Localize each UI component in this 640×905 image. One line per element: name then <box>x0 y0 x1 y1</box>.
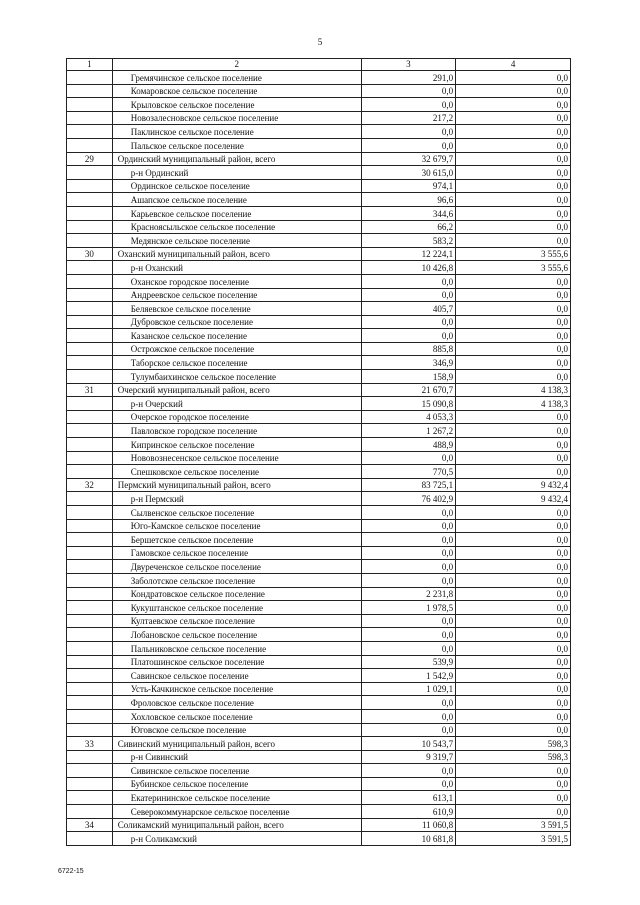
row-name-cell: Гамовское сельское поселение <box>112 546 361 560</box>
row-number-cell <box>67 206 113 220</box>
table-row <box>67 492 571 506</box>
table-row <box>67 478 571 492</box>
row-name-cell: Таборское сельское поселение <box>112 356 361 370</box>
row-name-cell: Оханское городское поселение <box>112 274 361 288</box>
row-value-col4-cell: 0,0 <box>456 519 571 533</box>
row-value-col3-cell: 0,0 <box>361 723 456 737</box>
row-number-cell <box>67 424 113 438</box>
row-name-cell: Спешковское сельское поселение <box>112 465 361 479</box>
row-value-col3-cell: 9 319,7 <box>361 750 456 764</box>
row-value-col3-cell: 0,0 <box>361 709 456 723</box>
row-value-col4-cell: 598,3 <box>456 750 571 764</box>
row-value-col4-cell: 598,3 <box>456 737 571 751</box>
row-number-cell <box>67 315 113 329</box>
row-value-col4-cell: 0,0 <box>456 506 571 520</box>
row-number-cell <box>67 397 113 411</box>
row-value-col4-cell: 3 591,5 <box>456 818 571 832</box>
row-value-col3-cell: 83 725,1 <box>361 478 456 492</box>
table-row <box>67 356 571 370</box>
row-name-cell: Хохловское сельское поселение <box>112 709 361 723</box>
table-row <box>67 438 571 452</box>
table-row <box>67 261 571 275</box>
row-value-col3-cell: 0,0 <box>361 519 456 533</box>
row-value-col3-cell: 0,0 <box>361 451 456 465</box>
row-value-col3-cell: 405,7 <box>361 302 456 316</box>
row-name-cell: Красноясыльское сельское поселение <box>112 220 361 234</box>
table-row <box>67 71 571 85</box>
row-value-col3-cell: 885,8 <box>361 342 456 356</box>
table-row <box>67 587 571 601</box>
row-number-cell <box>67 234 113 248</box>
row-value-col4-cell: 0,0 <box>456 696 571 710</box>
row-name-cell: Бершетское сельское поселение <box>112 533 361 547</box>
row-name-cell: Ординское сельское поселение <box>112 179 361 193</box>
row-value-col4-cell: 0,0 <box>456 125 571 139</box>
row-value-col4-cell: 0,0 <box>456 601 571 615</box>
table-row <box>67 84 571 98</box>
row-value-col3-cell: 0,0 <box>361 288 456 302</box>
row-value-col3-cell: 32 679,7 <box>361 152 456 166</box>
row-value-col3-cell: 217,2 <box>361 111 456 125</box>
row-name-cell: Ашапское сельское поселение <box>112 193 361 207</box>
header-col-2: 2 <box>112 59 361 71</box>
row-value-col3-cell: 30 615,0 <box>361 166 456 180</box>
table-row <box>67 682 571 696</box>
row-number-cell <box>67 220 113 234</box>
row-name-cell: Острожское сельское поселение <box>112 342 361 356</box>
row-number-cell <box>67 614 113 628</box>
row-name-cell: Пальское сельское поселение <box>112 138 361 152</box>
row-value-col4-cell: 0,0 <box>456 777 571 791</box>
table-row <box>67 193 571 207</box>
row-number-cell <box>67 533 113 547</box>
table-row <box>67 424 571 438</box>
row-name-cell: Кукуштанское сельское поселение <box>112 601 361 615</box>
row-number-cell <box>67 682 113 696</box>
row-value-col4-cell: 0,0 <box>456 533 571 547</box>
row-value-col3-cell: 291,0 <box>361 71 456 85</box>
row-number-cell <box>67 370 113 384</box>
row-name-cell: Юго-Камское сельское поселение <box>112 519 361 533</box>
row-name-cell: Кипринское сельское поселение <box>112 438 361 452</box>
row-value-col3-cell: 613,1 <box>361 791 456 805</box>
row-name-cell: Лобановское сельское поселение <box>112 628 361 642</box>
budget-table <box>66 58 571 846</box>
row-value-col4-cell: 0,0 <box>456 193 571 207</box>
row-number-cell <box>67 302 113 316</box>
table-row <box>67 696 571 710</box>
row-value-col4-cell: 0,0 <box>456 641 571 655</box>
table-row <box>67 832 571 846</box>
row-number-cell <box>67 342 113 356</box>
row-value-col4-cell: 0,0 <box>456 179 571 193</box>
row-value-col3-cell: 10 426,8 <box>361 261 456 275</box>
table-row <box>67 234 571 248</box>
row-value-col3-cell: 10 681,8 <box>361 832 456 846</box>
row-number-cell: 31 <box>67 383 113 397</box>
row-number-cell <box>67 465 113 479</box>
table-row <box>67 628 571 642</box>
row-value-col4-cell: 0,0 <box>456 546 571 560</box>
row-value-col4-cell: 3 591,5 <box>456 832 571 846</box>
table-row <box>67 206 571 220</box>
row-value-col3-cell: 346,9 <box>361 356 456 370</box>
table-row <box>67 723 571 737</box>
row-value-col4-cell: 0,0 <box>456 669 571 683</box>
row-number-cell <box>67 288 113 302</box>
row-name-cell: Соликамский муниципальный район, всего <box>112 818 361 832</box>
table-row <box>67 247 571 261</box>
row-value-col4-cell: 4 138,3 <box>456 383 571 397</box>
table-row <box>67 777 571 791</box>
row-number-cell <box>67 641 113 655</box>
row-name-cell: Екатерининское сельское поселение <box>112 791 361 805</box>
row-value-col3-cell: 1 267,2 <box>361 424 456 438</box>
row-number-cell <box>67 601 113 615</box>
row-name-cell: Карьевское сельское поселение <box>112 206 361 220</box>
row-name-cell: Пермский муниципальный район, всего <box>112 478 361 492</box>
row-number-cell <box>67 125 113 139</box>
row-value-col3-cell: 0,0 <box>361 329 456 343</box>
table-row <box>67 506 571 520</box>
row-value-col3-cell: 0,0 <box>361 84 456 98</box>
footer-code: 6722-15 <box>58 868 84 875</box>
row-value-col4-cell: 0,0 <box>456 628 571 642</box>
row-value-col3-cell: 0,0 <box>361 696 456 710</box>
table-row <box>67 397 571 411</box>
row-name-cell: Беляевское сельское поселение <box>112 302 361 316</box>
row-value-col3-cell: 0,0 <box>361 506 456 520</box>
row-number-cell <box>67 410 113 424</box>
row-number-cell <box>67 166 113 180</box>
row-number-cell <box>67 179 113 193</box>
row-name-cell: Дубровское сельское поселение <box>112 315 361 329</box>
row-name-cell: Паклинское сельское поселение <box>112 125 361 139</box>
row-value-col4-cell: 0,0 <box>456 655 571 669</box>
row-value-col3-cell: 15 090,8 <box>361 397 456 411</box>
row-name-cell: Сивинский муниципальный район, всего <box>112 737 361 751</box>
row-number-cell <box>67 138 113 152</box>
row-number-cell <box>67 777 113 791</box>
page-number: 5 <box>317 37 323 47</box>
row-name-cell: Оханский муниципальный район, всего <box>112 247 361 261</box>
row-name-cell: Кондратовское сельское поселение <box>112 587 361 601</box>
row-value-col3-cell: 0,0 <box>361 777 456 791</box>
row-number-cell <box>67 805 113 819</box>
row-number-cell <box>67 709 113 723</box>
table-row <box>67 383 571 397</box>
row-value-col3-cell: 0,0 <box>361 138 456 152</box>
row-name-cell: Фроловское сельское поселение <box>112 696 361 710</box>
row-value-col3-cell: 10 543,7 <box>361 737 456 751</box>
row-number-cell <box>67 832 113 846</box>
row-number-cell <box>67 274 113 288</box>
row-value-col3-cell: 610,9 <box>361 805 456 819</box>
row-name-cell: Гремячинское сельское поселение <box>112 71 361 85</box>
row-name-cell: Платошинское сельское поселение <box>112 655 361 669</box>
row-value-col3-cell: 66,2 <box>361 220 456 234</box>
table-row <box>67 138 571 152</box>
row-value-col4-cell: 0,0 <box>456 342 571 356</box>
row-value-col3-cell: 0,0 <box>361 764 456 778</box>
row-number-cell <box>67 492 113 506</box>
row-value-col4-cell: 0,0 <box>456 805 571 819</box>
row-value-col4-cell: 0,0 <box>456 84 571 98</box>
table-row <box>67 179 571 193</box>
row-name-cell: р-н Очерский <box>112 397 361 411</box>
row-value-col3-cell: 1 029,1 <box>361 682 456 696</box>
table-row <box>67 451 571 465</box>
row-number-cell: 29 <box>67 152 113 166</box>
table-row <box>67 818 571 832</box>
row-value-col4-cell: 0,0 <box>456 234 571 248</box>
row-name-cell: Сылвенское сельское поселение <box>112 506 361 520</box>
row-name-cell: р-н Пермский <box>112 492 361 506</box>
row-value-col4-cell: 0,0 <box>456 288 571 302</box>
row-value-col3-cell: 21 670,7 <box>361 383 456 397</box>
row-value-col4-cell: 0,0 <box>456 206 571 220</box>
row-value-col4-cell: 4 138,3 <box>456 397 571 411</box>
row-value-col4-cell: 0,0 <box>456 356 571 370</box>
row-value-col3-cell: 0,0 <box>361 641 456 655</box>
row-name-cell: Казанское сельское поселение <box>112 329 361 343</box>
row-value-col3-cell: 539,9 <box>361 655 456 669</box>
row-number-cell <box>67 669 113 683</box>
row-number-cell <box>67 560 113 574</box>
row-number-cell <box>67 193 113 207</box>
row-value-col4-cell: 0,0 <box>456 410 571 424</box>
row-name-cell: Ординский муниципальный район, всего <box>112 152 361 166</box>
row-value-col4-cell: 0,0 <box>456 764 571 778</box>
row-number-cell <box>67 750 113 764</box>
table-row <box>67 614 571 628</box>
row-value-col4-cell: 0,0 <box>456 329 571 343</box>
table-row <box>67 764 571 778</box>
row-number-cell <box>67 451 113 465</box>
row-number-cell <box>67 791 113 805</box>
row-value-col3-cell: 0,0 <box>361 560 456 574</box>
row-name-cell: Павловское городское поселение <box>112 424 361 438</box>
table-row <box>67 750 571 764</box>
header-col-1: 1 <box>67 59 113 71</box>
row-value-col4-cell: 0,0 <box>456 791 571 805</box>
row-value-col3-cell: 0,0 <box>361 546 456 560</box>
table-row <box>67 709 571 723</box>
table-row <box>67 655 571 669</box>
row-number-cell <box>67 98 113 112</box>
row-value-col4-cell: 0,0 <box>456 465 571 479</box>
table-row <box>67 329 571 343</box>
row-value-col4-cell: 0,0 <box>456 315 571 329</box>
table-row <box>67 465 571 479</box>
row-value-col4-cell: 0,0 <box>456 220 571 234</box>
table-row <box>67 98 571 112</box>
table-row <box>67 302 571 316</box>
row-number-cell <box>67 655 113 669</box>
row-name-cell: Комаровское сельское поселение <box>112 84 361 98</box>
table-row <box>67 601 571 615</box>
row-name-cell: Северокоммунарское сельское поселение <box>112 805 361 819</box>
row-number-cell <box>67 764 113 778</box>
row-value-col4-cell: 0,0 <box>456 138 571 152</box>
row-name-cell: Сивинское сельское поселение <box>112 764 361 778</box>
row-name-cell: Нововознесенское сельское поселение <box>112 451 361 465</box>
row-number-cell <box>67 723 113 737</box>
row-value-col4-cell: 0,0 <box>456 302 571 316</box>
table-row <box>67 669 571 683</box>
table-row <box>67 641 571 655</box>
row-number-cell <box>67 84 113 98</box>
row-value-col3-cell: 12 224,1 <box>361 247 456 261</box>
row-number-cell <box>67 356 113 370</box>
row-value-col3-cell: 0,0 <box>361 98 456 112</box>
table-row <box>67 125 571 139</box>
row-name-cell: Двуреченское сельское поселение <box>112 560 361 574</box>
table-row <box>67 533 571 547</box>
row-number-cell: 33 <box>67 737 113 751</box>
table-row <box>67 546 571 560</box>
table-row <box>67 737 571 751</box>
row-value-col4-cell: 0,0 <box>456 98 571 112</box>
table-row <box>67 342 571 356</box>
row-value-col4-cell: 0,0 <box>456 438 571 452</box>
row-value-col4-cell: 0,0 <box>456 723 571 737</box>
row-value-col3-cell: 0,0 <box>361 533 456 547</box>
row-number-cell <box>67 506 113 520</box>
row-value-col4-cell: 3 555,6 <box>456 261 571 275</box>
table-row <box>67 152 571 166</box>
row-name-cell: Медянское сельское поселение <box>112 234 361 248</box>
row-value-col3-cell: 0,0 <box>361 573 456 587</box>
row-value-col3-cell: 96,6 <box>361 193 456 207</box>
table-row <box>67 410 571 424</box>
row-name-cell: Новозалесновское сельское поселение <box>112 111 361 125</box>
row-number-cell <box>67 519 113 533</box>
row-name-cell: р-н Сивинский <box>112 750 361 764</box>
row-number-cell <box>67 628 113 642</box>
row-value-col3-cell: 770,5 <box>361 465 456 479</box>
row-value-col4-cell: 9 432,4 <box>456 478 571 492</box>
header-col-4: 4 <box>456 59 571 71</box>
table-header-row <box>67 59 571 71</box>
row-name-cell: Савинское сельское поселение <box>112 669 361 683</box>
row-value-col3-cell: 583,2 <box>361 234 456 248</box>
row-value-col3-cell: 158,9 <box>361 370 456 384</box>
row-value-col3-cell: 0,0 <box>361 614 456 628</box>
row-name-cell: Усть-Качкинское сельское поселение <box>112 682 361 696</box>
row-value-col3-cell: 1 978,5 <box>361 601 456 615</box>
row-name-cell: р-н Соликамский <box>112 832 361 846</box>
header-col-3: 3 <box>361 59 456 71</box>
row-value-col3-cell: 0,0 <box>361 125 456 139</box>
table-row <box>67 111 571 125</box>
row-value-col3-cell: 11 060,8 <box>361 818 456 832</box>
table-row <box>67 573 571 587</box>
row-value-col3-cell: 0,0 <box>361 315 456 329</box>
row-value-col3-cell: 1 542,9 <box>361 669 456 683</box>
row-number-cell: 34 <box>67 818 113 832</box>
table-row <box>67 519 571 533</box>
row-name-cell: р-н Ординский <box>112 166 361 180</box>
row-value-col4-cell: 0,0 <box>456 587 571 601</box>
row-value-col3-cell: 344,6 <box>361 206 456 220</box>
row-value-col3-cell: 0,0 <box>361 628 456 642</box>
row-value-col4-cell: 0,0 <box>456 152 571 166</box>
row-value-col4-cell: 0,0 <box>456 424 571 438</box>
row-number-cell: 32 <box>67 478 113 492</box>
table-row <box>67 560 571 574</box>
row-value-col3-cell: 488,9 <box>361 438 456 452</box>
table-row <box>67 220 571 234</box>
row-value-col4-cell: 0,0 <box>456 682 571 696</box>
row-value-col4-cell: 0,0 <box>456 274 571 288</box>
row-number-cell <box>67 546 113 560</box>
row-value-col4-cell: 0,0 <box>456 71 571 85</box>
table-row <box>67 166 571 180</box>
row-name-cell: р-н Оханский <box>112 261 361 275</box>
table-row <box>67 315 571 329</box>
row-number-cell <box>67 261 113 275</box>
row-number-cell <box>67 573 113 587</box>
row-value-col4-cell: 3 555,6 <box>456 247 571 261</box>
table-row <box>67 370 571 384</box>
row-value-col4-cell: 0,0 <box>456 573 571 587</box>
row-value-col3-cell: 0,0 <box>361 274 456 288</box>
row-name-cell: Крыловское сельское поселение <box>112 98 361 112</box>
row-number-cell <box>67 438 113 452</box>
row-value-col3-cell: 2 231,8 <box>361 587 456 601</box>
row-name-cell: Пальниковское сельское поселение <box>112 641 361 655</box>
row-name-cell: Култаевское сельское поселение <box>112 614 361 628</box>
row-name-cell: Бубинское сельское поселение <box>112 777 361 791</box>
row-value-col3-cell: 4 053,3 <box>361 410 456 424</box>
row-value-col4-cell: 0,0 <box>456 370 571 384</box>
row-name-cell: Заболотское сельское поселение <box>112 573 361 587</box>
row-value-col4-cell: 0,0 <box>456 451 571 465</box>
row-value-col4-cell: 0,0 <box>456 166 571 180</box>
row-number-cell <box>67 587 113 601</box>
row-name-cell: Тулумбаихинское сельское поселение <box>112 370 361 384</box>
row-value-col4-cell: 0,0 <box>456 614 571 628</box>
row-number-cell <box>67 696 113 710</box>
row-value-col4-cell: 0,0 <box>456 560 571 574</box>
row-name-cell: Очерский муниципальный район, всего <box>112 383 361 397</box>
row-name-cell: Очерское городское поселение <box>112 410 361 424</box>
row-value-col4-cell: 0,0 <box>456 111 571 125</box>
row-value-col3-cell: 974,1 <box>361 179 456 193</box>
table-row <box>67 288 571 302</box>
row-value-col4-cell: 0,0 <box>456 709 571 723</box>
row-name-cell: Андреевское сельское поселение <box>112 288 361 302</box>
row-name-cell: Юговское сельское поселение <box>112 723 361 737</box>
table-body <box>67 59 571 846</box>
table-row <box>67 805 571 819</box>
row-number-cell <box>67 111 113 125</box>
row-number-cell <box>67 329 113 343</box>
row-value-col3-cell: 76 402,9 <box>361 492 456 506</box>
row-number-cell <box>67 71 113 85</box>
row-number-cell: 30 <box>67 247 113 261</box>
table-row <box>67 274 571 288</box>
table-row <box>67 791 571 805</box>
row-value-col4-cell: 9 432,4 <box>456 492 571 506</box>
